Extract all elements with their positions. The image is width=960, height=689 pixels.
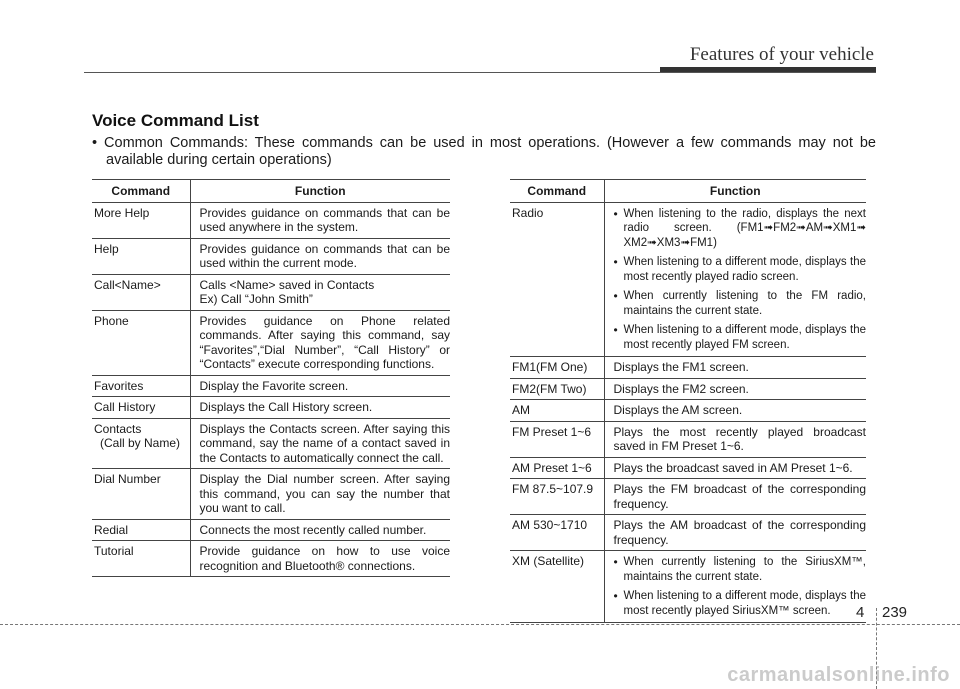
bullet-icon: • [613,323,618,337]
function-cell: Provide guidance on how to use voice recognition and Bluetooth® connections. [190,541,450,577]
command-cell: Radio [510,202,604,357]
command-cell: AM 530~1710 [510,515,604,551]
function-cell [604,202,866,357]
command-cell: AM Preset 1~6 [510,457,604,479]
chapter-number: 4 [856,604,865,621]
function-cell: Displays the Contacts screen. After saying this command, say the name of a contact saved in the Contacts to automatically connect the call. [190,418,450,469]
common-commands-table-left [92,179,450,577]
header-rule [84,72,876,73]
function-cell [604,551,866,623]
footer-dashed-rule [0,624,960,625]
table-header-row [92,180,450,203]
table-row [92,541,450,577]
column-header-command: Command [92,180,190,203]
list-item: • When listening to a different mode, displays the most recently played SiriusXM™ screen. [613,589,866,617]
function-text: Calls <Name> saved in Contacts [199,277,375,292]
function-cell: Plays the AM broadcast of the corresponding frequency. [604,515,866,551]
intro-line-1: • Common Commands: These commands can be used in most operations. (However a few commands may not be [92,135,876,151]
function-cell: Displays the AM screen. [604,400,866,422]
table-row [92,202,450,238]
function-cell: Displays the FM2 screen. [604,378,866,400]
command-cell: XM (Satellite) [510,551,604,623]
function-cell: Plays the most recently played broadcast saved in FM Preset 1~6. [604,421,866,457]
table-row [510,357,866,379]
command-cell: FM1(FM One) [510,357,604,379]
function-cell [190,274,450,310]
table-row [92,469,450,520]
column-header-function: Function [190,180,450,203]
bullet-icon: • [613,206,618,221]
command-cell: FM 87.5~107.9 [510,479,604,515]
table-row [510,457,866,479]
table-row [510,515,866,551]
watermark: carmanualsonline.info [727,664,950,686]
command-cell: Call<Name> [92,274,190,310]
header-section-title: Features of your vehicle [689,44,874,65]
function-cell: Displays the FM1 screen. [604,357,866,379]
bullet-icon: • [613,289,618,303]
table-row-xm [510,551,866,623]
function-cell: Plays the broadcast saved in AM Preset 1~6. [604,457,866,479]
table-row [92,397,450,419]
list-item: • When listening to the radio, displays the next radio screen. (FM1➟FM2➟AM➟XM1➟ XM2➟XM3➟FM1) [613,206,866,249]
function-cell: Provides guidance on commands that can be used within the current mode. [190,238,450,274]
function-cell: Provides guidance on commands that can be used anywhere in the system. [190,202,450,238]
function-cell: Provides guidance on Phone related commands. After saying this command, say “Favorites”,“Dial Number”, “Call History” or “Contacts” execute corresponding functions. [190,310,450,375]
list-item: • When currently listening to the SiriusXM™, maintains the current state. [613,555,866,583]
column-header-command: Command [510,180,604,203]
table-row [510,378,866,400]
command-text: Contacts [94,421,142,436]
function-cell: Plays the FM broadcast of the corresponding frequency. [604,479,866,515]
function-cell: Connects the most recently called number. [190,519,450,541]
bullet-icon: • [613,589,618,603]
intro-text [92,135,876,169]
command-cell: Favorites [92,375,190,397]
command-cell: AM [510,400,604,422]
command-cell [92,418,190,469]
function-cell: Displays the Call History screen. [190,397,450,419]
table-row [510,479,866,515]
column-header-function: Function [604,180,866,203]
bullet-icon: • [613,255,618,269]
function-example: Ex) Call “John Smith” [199,292,313,306]
list-item: • When currently listening to the FM radio, maintains the current state. [613,289,866,317]
command-cell: Help [92,238,190,274]
bullet-list [614,555,867,618]
list-item: • When listening to a different mode, displays the most recently played radio screen. [613,255,866,283]
table-row [92,418,450,469]
table-row [92,519,450,541]
table-row [92,310,450,375]
function-cell: Display the Dial number screen. After saying this command, you can say the number that you want to call. [190,469,450,520]
command-cell: More Help [92,202,190,238]
bullet-list [614,207,867,353]
table-header-row [510,180,866,203]
table-row [92,274,450,310]
intro-line-2: available during certain operations) [106,152,332,168]
section-title: Voice Command List [92,111,259,130]
function-cell: Display the Favorite screen. [190,375,450,397]
page-number: 239 [882,604,908,621]
command-cell: FM2(FM Two) [510,378,604,400]
command-cell: Call History [92,397,190,419]
command-cell: Redial [92,519,190,541]
table-row [92,238,450,274]
bullet-icon: • [613,555,618,569]
table-row-radio [510,202,866,357]
command-cell: FM Preset 1~6 [510,421,604,457]
command-cell: Tutorial [92,541,190,577]
table-row [92,375,450,397]
table-row [510,400,866,422]
command-cell: Phone [92,310,190,375]
table-row [510,421,866,457]
command-subtext: (Call by Name) [100,436,181,450]
list-item: • When listening to a different mode, displays the most recently played FM screen. [613,323,866,351]
common-commands-table-right [510,179,866,623]
command-cell: Dial Number [92,469,190,520]
